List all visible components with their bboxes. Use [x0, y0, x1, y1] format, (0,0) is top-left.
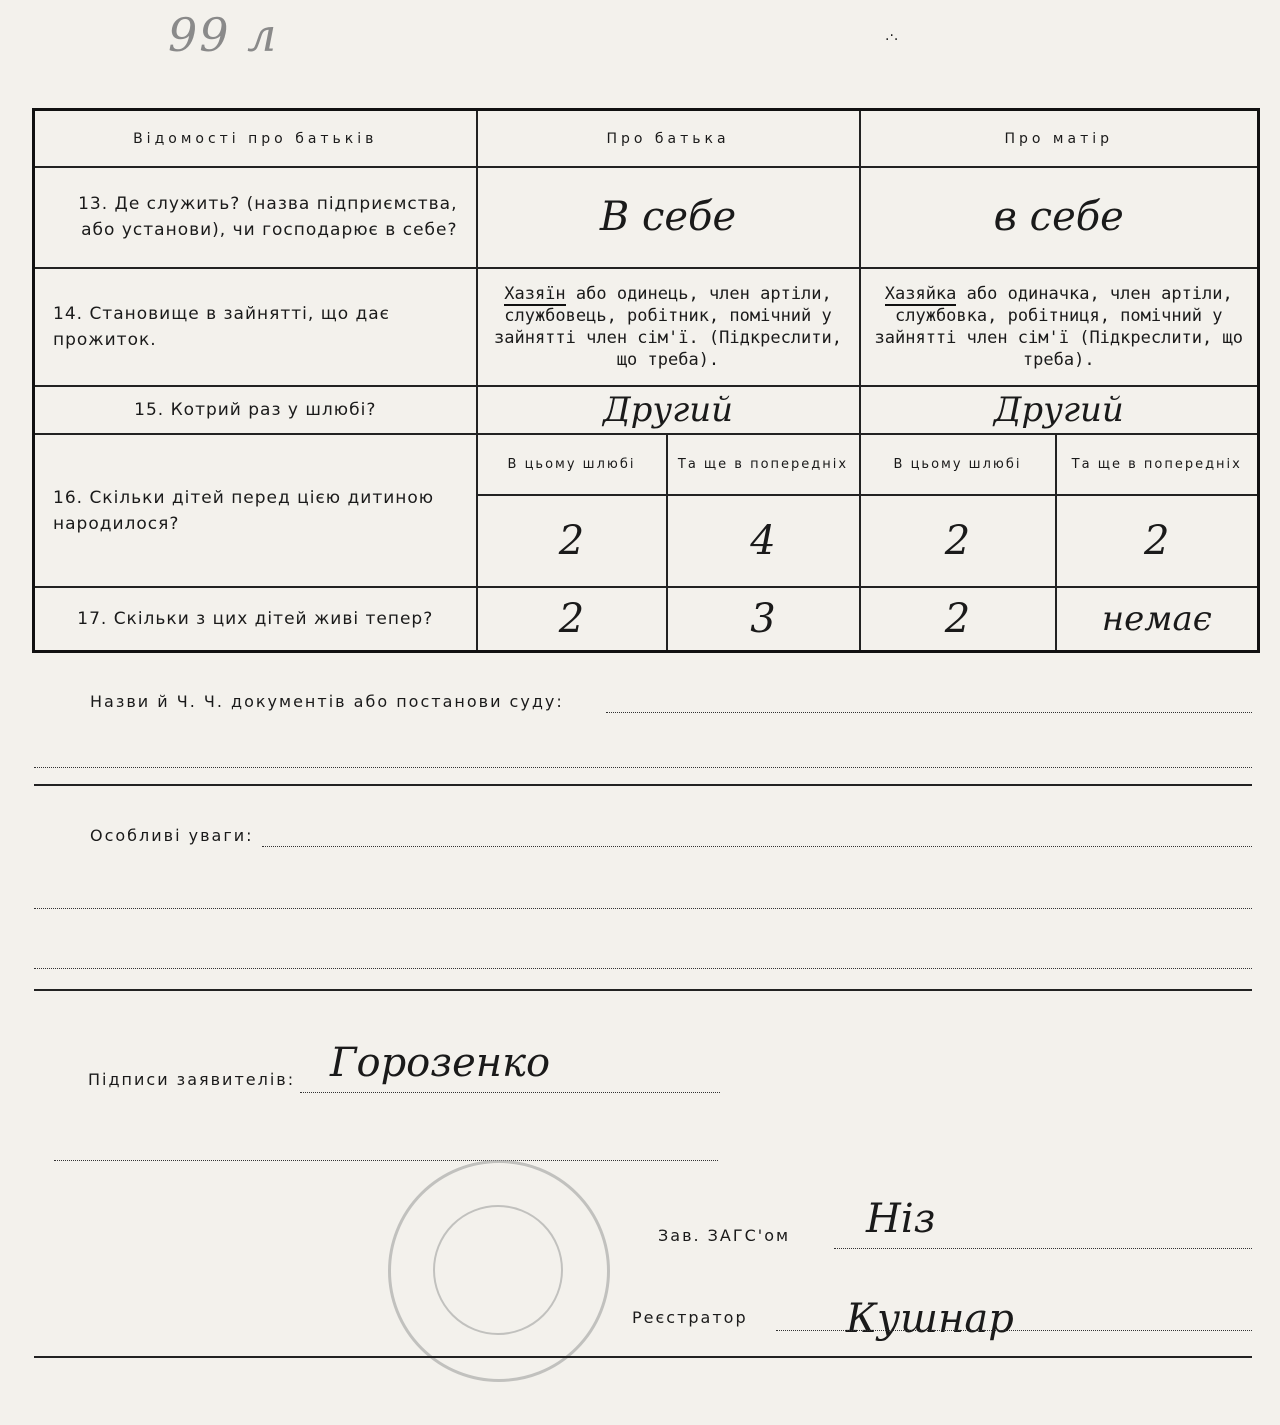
answer-16-mother-this: 2 — [860, 495, 1056, 587]
answer-14-father — [477, 268, 860, 387]
sub-mother-this: В цьому шлюбі — [860, 434, 1056, 494]
head-signature: Ніз — [866, 1196, 936, 1242]
answer-17-father-prev: 3 — [667, 587, 860, 651]
answer-16-mother-prev: 2 — [1056, 495, 1259, 587]
registrar-signature: Кушнар — [846, 1296, 1014, 1342]
answer-14-mother — [860, 268, 1259, 387]
question-17: 17. Скільки з цих дітей живі тепер? — [34, 587, 477, 651]
mother-options: або одиначка, член артіли, службовка, робітниця, помічний у зайнятті член сім'ї (Підкреслити, що треба). — [874, 283, 1243, 370]
header-info: Відомості про батьків — [34, 110, 477, 168]
head-line — [834, 1248, 1252, 1249]
father-selected-option: Хазяїн — [504, 283, 566, 304]
answer-16-father-prev: 4 — [667, 495, 860, 587]
registrar-label: Реєстратор — [632, 1308, 748, 1327]
answer-15-father: Другий — [477, 386, 860, 434]
section-divider-1 — [34, 784, 1252, 786]
signature-line-1 — [300, 1092, 720, 1093]
ink-dots: .·. — [885, 28, 899, 44]
parents-info-table — [32, 108, 1260, 653]
father-options: або одинець, член артіли, службовець, робітник, помічний у зайнятті член сім'ї. (Підкреслити, що треба). — [494, 283, 842, 370]
section-divider-2 — [34, 989, 1252, 991]
answer-13-mother: в себе — [860, 167, 1259, 267]
answer-17-mother-prev: немає — [1056, 587, 1259, 651]
question-13: 13. Де служить? (назва підприємства, або установи), чи господарює в себе? — [34, 167, 477, 267]
sub-father-prev: Та ще в попередніх — [667, 434, 860, 494]
remarks-line-2 — [34, 908, 1252, 909]
answer-17-father-this: 2 — [477, 587, 667, 651]
question-15: 15. Котрий раз у шлюбі? — [34, 386, 477, 434]
official-seal — [388, 1160, 610, 1382]
documents-line-1 — [606, 712, 1252, 713]
documents-line-2 — [34, 767, 1252, 768]
mother-selected-option: Хазяйка — [884, 283, 957, 304]
archive-number: 99 л — [168, 8, 279, 62]
head-label: Зав. ЗАГС'ом — [658, 1226, 791, 1245]
signatures-label: Підписи заявителів: — [88, 1070, 296, 1089]
documents-label: Назви й Ч. Ч. документів або постанови суду: — [90, 692, 564, 711]
answer-17-mother-this: 2 — [860, 587, 1056, 651]
applicant-signature: Горозенко — [330, 1040, 551, 1086]
remarks-label: Особливі уваги: — [90, 826, 254, 845]
sub-mother-prev: Та ще в попередніх — [1056, 434, 1259, 494]
bottom-divider — [34, 1356, 1252, 1358]
signature-line-2 — [54, 1160, 718, 1161]
question-14: 14. Становище в зайнятті, що дає прожиток. — [34, 268, 477, 387]
header-father: Про батька — [477, 110, 860, 168]
question-16: 16. Скільки дітей перед цією дитиною народилося? — [34, 434, 477, 587]
registrar-line — [776, 1330, 1252, 1331]
remarks-line-1 — [262, 846, 1252, 847]
header-mother: Про матір — [860, 110, 1259, 168]
remarks-line-3 — [34, 968, 1252, 969]
answer-15-mother: Другий — [860, 386, 1259, 434]
answer-16-father-this: 2 — [477, 495, 667, 587]
answer-13-father: В себе — [477, 167, 860, 267]
seal-emblem — [433, 1205, 563, 1335]
sub-father-this: В цьому шлюбі — [477, 434, 667, 494]
